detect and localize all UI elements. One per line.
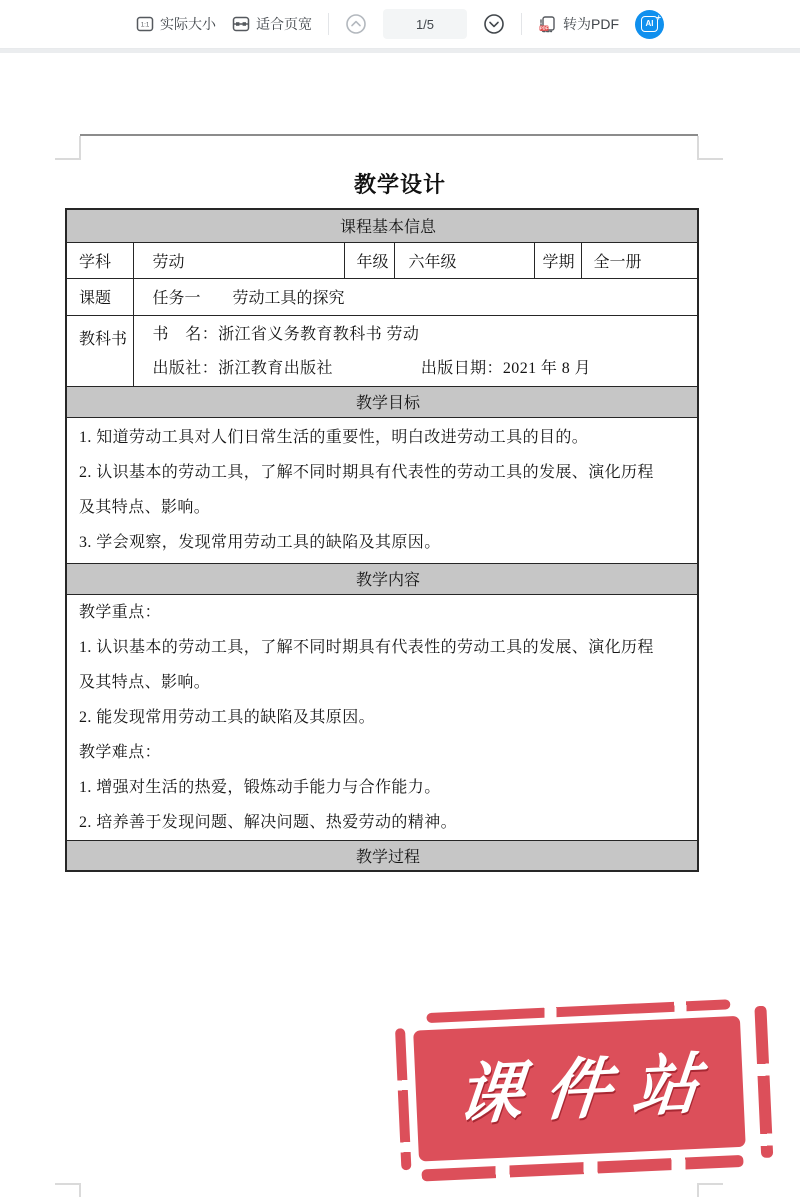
section-header-objectives: 教学目标 [66, 386, 698, 417]
textbook-publisher: 出版社：浙江教育出版社 [152, 359, 333, 377]
content-line: 教学难点： [79, 743, 162, 761]
pdf-convert-icon [538, 15, 557, 34]
svg-text:PDF: PDF [539, 25, 549, 31]
toolbar-divider [328, 13, 329, 35]
grade-value: 六年级 [394, 242, 534, 278]
page-indicator-text: 1/5 [415, 16, 435, 32]
objective-line: 及其特点、影响。 [79, 499, 211, 516]
objective-line: 1. 知道劳动工具对人们日常生活的重要性，明白改进劳动工具的目的。 [79, 429, 589, 446]
stamp-text: 课件站 [453, 1045, 724, 1132]
topic-value: 任务一 劳动工具的探究 [133, 278, 698, 315]
objectives-cell [66, 417, 698, 563]
page-indicator[interactable] [383, 9, 467, 39]
content-line: 1. 认识基本的劳动工具，了解不同时期具有代表性的劳动工具的发展、演化历程 [79, 638, 654, 656]
actual-size-button[interactable] [136, 14, 216, 34]
textbook-publisher-line [153, 352, 698, 386]
subject-label: 学科 [66, 242, 133, 278]
chevron-up-icon [345, 13, 367, 35]
topic-label: 课题 [66, 278, 133, 315]
document-title: 教学设计 [353, 172, 446, 197]
content-line: 教学重点： [79, 603, 162, 621]
svg-text:1:1: 1:1 [140, 21, 150, 29]
section-header-content: 教学内容 [66, 563, 698, 594]
text-boundary-mark [79, 1183, 81, 1197]
toolbar-divider [521, 13, 522, 35]
text-boundary-mark [55, 158, 80, 160]
chevron-down-icon [483, 13, 505, 35]
ai-assistant-button[interactable] [635, 10, 664, 39]
content-line: 2. 培养善于发现问题、解决问题、热爱劳动的精神。 [79, 813, 458, 831]
section-header-basic-info: 课程基本信息 [66, 209, 698, 242]
term-value: 全一册 [581, 242, 698, 278]
actual-size-label: 实际大小 [160, 16, 216, 32]
ai-plus-icon: + [656, 12, 661, 22]
previous-page-button[interactable] [345, 13, 367, 35]
header-boundary-line [80, 134, 698, 136]
textbook-publish-date: 出版日期：2021 年 8 月 [420, 359, 591, 377]
textbook-label: 教科书 [66, 315, 133, 386]
stamp-border-stroke [395, 1028, 411, 1170]
content-line: 2. 能发现常用劳动工具的缺陷及其原因。 [79, 708, 376, 726]
stamp-border-stroke [754, 1006, 773, 1158]
textbook-book-name: 书 名：浙江省义务教育教科书 劳动 [152, 325, 420, 343]
textbook-cell [133, 315, 698, 386]
fit-width-label: 适合页宽 [256, 16, 312, 32]
objective-line: 3. 学会观察，发现常用劳动工具的缺陷及其原因。 [79, 534, 441, 551]
objective-line: 2. 认识基本的劳动工具，了解不同时期具有代表性的劳动工具的发展、演化历程 [79, 464, 654, 481]
text-boundary-mark [697, 1183, 699, 1197]
content-line: 1. 增强对生活的热爱，锻炼动手能力与合作能力。 [79, 778, 441, 796]
content-cell [66, 594, 698, 840]
ai-icon: AI [641, 16, 658, 32]
viewer-toolbar [0, 0, 800, 49]
content-line: 及其特点、影响。 [79, 673, 211, 691]
text-boundary-mark [698, 1183, 723, 1185]
convert-to-pdf-label: 转为PDF [563, 16, 619, 32]
stamp-body [413, 1016, 746, 1162]
text-boundary-mark [55, 1183, 80, 1185]
next-page-button[interactable] [483, 13, 505, 35]
subject-value: 劳动 [133, 242, 344, 278]
text-boundary-mark [79, 136, 81, 160]
actual-size-icon [136, 15, 154, 33]
fit-width-icon [232, 15, 250, 33]
section-header-process: 教学过程 [66, 840, 698, 871]
convert-to-pdf-button[interactable] [538, 14, 619, 34]
text-boundary-mark [697, 136, 699, 160]
lesson-plan-table [65, 208, 699, 872]
watermark-stamp [392, 998, 775, 1183]
term-label: 学期 [534, 242, 581, 278]
fit-width-button[interactable] [232, 14, 312, 34]
text-boundary-mark [698, 158, 723, 160]
grade-label: 年级 [344, 242, 394, 278]
